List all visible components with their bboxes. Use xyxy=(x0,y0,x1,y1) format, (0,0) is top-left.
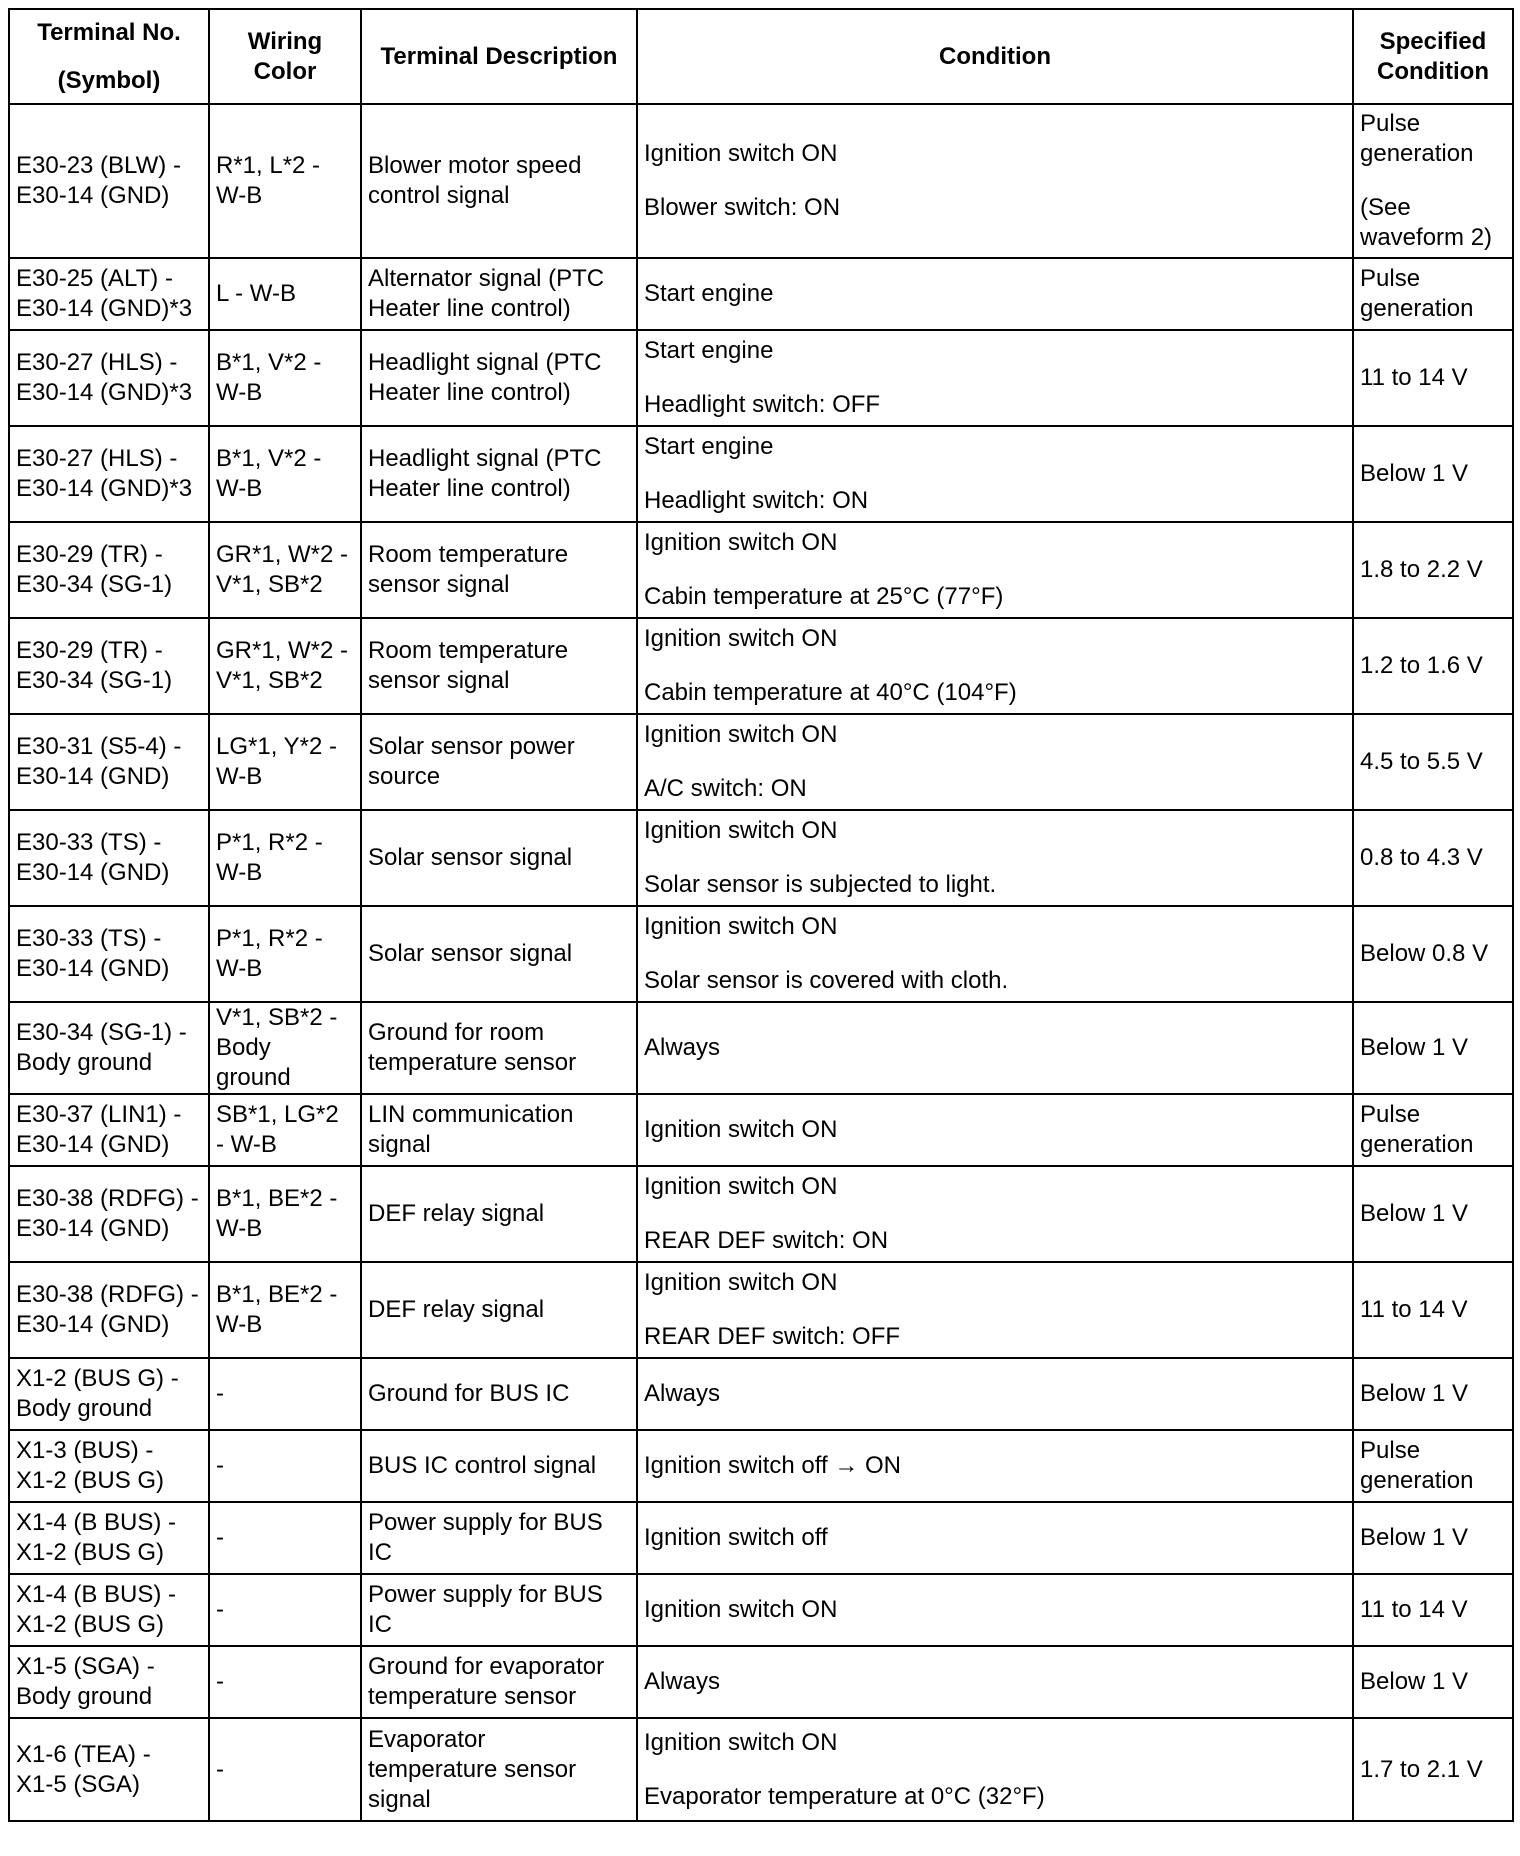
specified-condition-cell xyxy=(1353,522,1513,618)
specified-condition-cell xyxy=(1353,330,1513,426)
specified-condition-cell xyxy=(1353,1262,1513,1358)
specified-condition-line: 11 to 14 V xyxy=(1360,1296,1468,1323)
condition-line: Ignition switch ON xyxy=(644,529,838,556)
specified-condition-line: Pulse generation xyxy=(1360,265,1474,322)
condition-line: Cabin temperature at 25°C (77°F) xyxy=(644,583,1004,610)
condition-cell xyxy=(637,810,1353,906)
header-terminal: Terminal No. (Symbol) xyxy=(9,9,209,104)
condition-cell xyxy=(637,104,1353,258)
terminal-description-cell: Alternator signal (PTC Heater line control) xyxy=(361,258,637,330)
condition-cell xyxy=(637,1646,1353,1718)
specified-condition-cell xyxy=(1353,714,1513,810)
specified-condition-line: Pulse generation xyxy=(1360,110,1474,167)
condition-line: Ignition switch ON xyxy=(644,140,838,167)
terminal-description-cell: BUS IC control signal xyxy=(361,1430,637,1502)
wiring-color-cell: - xyxy=(209,1574,361,1646)
terminal-cell: E30-34 (SG-1) - Body ground xyxy=(9,1002,209,1094)
condition-line: Ignition switch ON xyxy=(644,1173,838,1200)
terminal-description-cell: Ground for evaporator temperature sensor xyxy=(361,1646,637,1718)
table-row xyxy=(9,1166,1513,1262)
table-row xyxy=(9,1262,1513,1358)
terminal-description-cell: Evaporator temperature sensor signal xyxy=(361,1718,637,1821)
table-row xyxy=(9,618,1513,714)
terminal-description-cell: Headlight signal (PTC Heater line control) xyxy=(361,426,637,522)
wiring-color-cell: GR*1, W*2 - V*1, SB*2 xyxy=(209,522,361,618)
condition-line: Ignition switch ON xyxy=(644,817,838,844)
condition-cell xyxy=(637,1262,1353,1358)
specified-condition-line: 1.7 to 2.1 V xyxy=(1360,1755,1483,1783)
condition-line: Ignition switch ON xyxy=(644,1269,838,1296)
terminal-cell: E30-25 (ALT) - E30-14 (GND)*3 xyxy=(9,258,209,330)
condition-line: Start engine xyxy=(644,280,774,307)
condition-cell xyxy=(637,1166,1353,1262)
terminal-cell: E30-27 (HLS) - E30-14 (GND)*3 xyxy=(9,426,209,522)
condition-line: Ignition switch ON xyxy=(644,1728,838,1756)
condition-line: Headlight switch: OFF xyxy=(644,391,881,418)
condition-cell xyxy=(637,1574,1353,1646)
wiring-color-cell: - xyxy=(209,1646,361,1718)
specified-condition-line: Below 1 V xyxy=(1360,460,1469,487)
specified-condition-cell xyxy=(1353,1646,1513,1718)
condition-cell xyxy=(637,1358,1353,1430)
specified-condition-cell xyxy=(1353,104,1513,258)
wiring-color-cell: - xyxy=(209,1718,361,1821)
specified-condition-cell xyxy=(1353,1358,1513,1430)
wiring-color-cell: B*1, BE*2 - W-B xyxy=(209,1166,361,1262)
wiring-color-cell: P*1, R*2 - W-B xyxy=(209,810,361,906)
terminal-cell: X1-4 (B BUS) - X1-2 (BUS G) xyxy=(9,1502,209,1574)
condition-cell xyxy=(637,1718,1353,1821)
table-row xyxy=(9,1094,1513,1166)
condition-cell xyxy=(637,258,1353,330)
terminal-cell: X1-2 (BUS G) - Body ground xyxy=(9,1358,209,1430)
specified-condition-cell xyxy=(1353,258,1513,330)
wiring-color-cell: - xyxy=(209,1358,361,1430)
condition-line: Cabin temperature at 40°C (104°F) xyxy=(644,679,1017,706)
wiring-color-cell: V*1, SB*2 - Body ground xyxy=(209,1002,361,1094)
terminal-cell: E30-38 (RDFG) - E30-14 (GND) xyxy=(9,1166,209,1262)
header-condition: Condition xyxy=(637,9,1353,104)
condition-cell xyxy=(637,714,1353,810)
condition-line: Ignition switch ON xyxy=(644,913,838,940)
terminal-cell: X1-6 (TEA) - X1-5 (SGA) xyxy=(9,1718,209,1821)
terminal-description-cell: Power supply for BUS IC xyxy=(361,1574,637,1646)
specified-condition-line: Below 1 V xyxy=(1360,1668,1469,1695)
condition-cell xyxy=(637,1502,1353,1574)
table-row xyxy=(9,330,1513,426)
table-row xyxy=(9,522,1513,618)
header-terminal-description: Terminal Description xyxy=(361,9,637,104)
condition-cell xyxy=(637,1094,1353,1166)
specified-condition-cell xyxy=(1353,1094,1513,1166)
terminal-cell: E30-27 (HLS) - E30-14 (GND)*3 xyxy=(9,330,209,426)
table-row xyxy=(9,1502,1513,1574)
terminal-cell: E30-33 (TS) - E30-14 (GND) xyxy=(9,810,209,906)
table-row xyxy=(9,1574,1513,1646)
specified-condition-line: Below 1 V xyxy=(1360,1524,1469,1551)
specified-condition-line: 1.2 to 1.6 V xyxy=(1360,652,1483,679)
specified-condition-cell xyxy=(1353,1002,1513,1094)
specified-condition-line: 4.5 to 5.5 V xyxy=(1360,748,1483,775)
terminal-description-cell: Solar sensor power source xyxy=(361,714,637,810)
terminal-description-cell: Room temperature sensor signal xyxy=(361,618,637,714)
specified-condition-line: Below 0.8 V xyxy=(1360,940,1489,967)
specified-condition-line: Below 1 V xyxy=(1360,1200,1469,1227)
table-row xyxy=(9,104,1513,258)
header-row xyxy=(9,9,1513,104)
condition-cell xyxy=(637,426,1353,522)
condition-line: Ignition switch off → ON xyxy=(644,1452,901,1479)
terminal-description-cell: Blower motor speed control signal xyxy=(361,104,637,258)
condition-line: A/C switch: ON xyxy=(644,775,807,802)
specified-condition-cell xyxy=(1353,1166,1513,1262)
condition-line: Start engine xyxy=(644,337,774,364)
specified-condition-line: Pulse generation xyxy=(1360,1437,1474,1494)
wiring-color-cell: R*1, L*2 - W-B xyxy=(209,104,361,258)
terminal-cell: E30-31 (S5-4) - E30-14 (GND) xyxy=(9,714,209,810)
specified-condition-cell xyxy=(1353,426,1513,522)
condition-line: Evaporator temperature at 0°C (32°F) xyxy=(644,1782,1045,1810)
specified-condition-cell xyxy=(1353,1718,1513,1821)
terminal-description-cell: Ground for room temperature sensor xyxy=(361,1002,637,1094)
terminal-description-cell: LIN communication signal xyxy=(361,1094,637,1166)
terminal-cell: E30-29 (TR) - E30-34 (SG-1) xyxy=(9,618,209,714)
wiring-color-cell: - xyxy=(209,1430,361,1502)
table-row xyxy=(9,906,1513,1002)
wiring-color-cell: P*1, R*2 - W-B xyxy=(209,906,361,1002)
table-row xyxy=(9,1430,1513,1502)
condition-cell xyxy=(637,522,1353,618)
condition-line: Start engine xyxy=(644,433,774,460)
terminal-cell: E30-37 (LIN1) - E30-14 (GND) xyxy=(9,1094,209,1166)
table-row xyxy=(9,1646,1513,1718)
terminal-description-cell: DEF relay signal xyxy=(361,1262,637,1358)
specified-condition-cell xyxy=(1353,618,1513,714)
specified-condition-cell xyxy=(1353,1502,1513,1574)
condition-line: Blower switch: ON xyxy=(644,194,841,221)
condition-line: Ignition switch ON xyxy=(644,721,838,748)
terminal-cell: E30-33 (TS) - E30-14 (GND) xyxy=(9,906,209,1002)
condition-line: Ignition switch ON xyxy=(644,1116,838,1143)
terminal-description-cell: Headlight signal (PTC Heater line control) xyxy=(361,330,637,426)
terminal-description-cell: Ground for BUS IC xyxy=(361,1358,637,1430)
table-row xyxy=(9,1358,1513,1430)
terminal-cell: X1-5 (SGA) - Body ground xyxy=(9,1646,209,1718)
header-terminal-symbol: (Symbol) xyxy=(57,66,161,94)
wiring-color-cell: B*1, V*2 - W-B xyxy=(209,330,361,426)
terminal-description-cell: Solar sensor signal xyxy=(361,810,637,906)
condition-line: Ignition switch off xyxy=(644,1524,828,1551)
terminal-description-cell: Solar sensor signal xyxy=(361,906,637,1002)
table-row xyxy=(9,1718,1513,1821)
condition-line: Ignition switch ON xyxy=(644,1596,838,1623)
specified-condition-cell xyxy=(1353,906,1513,1002)
terminal-spec-table xyxy=(8,8,1514,1822)
table-row xyxy=(9,426,1513,522)
terminal-cell: E30-38 (RDFG) - E30-14 (GND) xyxy=(9,1262,209,1358)
terminal-cell: X1-3 (BUS) - X1-2 (BUS G) xyxy=(9,1430,209,1502)
specified-condition-line: 11 to 14 V xyxy=(1360,364,1468,391)
wiring-color-cell: L - W-B xyxy=(209,258,361,330)
terminal-description-cell: DEF relay signal xyxy=(361,1166,637,1262)
specified-condition-cell xyxy=(1353,1430,1513,1502)
terminal-cell: E30-29 (TR) - E30-34 (SG-1) xyxy=(9,522,209,618)
condition-cell xyxy=(637,1430,1353,1502)
condition-cell xyxy=(637,1002,1353,1094)
header-specified-condition: Specified Condition xyxy=(1353,9,1513,104)
terminal-cell: E30-23 (BLW) - E30-14 (GND) xyxy=(9,104,209,258)
condition-line: Always xyxy=(644,1380,721,1407)
condition-line: Solar sensor is covered with cloth. xyxy=(644,967,1009,994)
condition-line: Always xyxy=(644,1034,721,1061)
condition-cell xyxy=(637,906,1353,1002)
condition-line: REAR DEF switch: ON xyxy=(644,1227,889,1254)
header-wiring-color: Wiring Color xyxy=(209,9,361,104)
specified-condition-cell xyxy=(1353,810,1513,906)
table-row xyxy=(9,1002,1513,1094)
terminal-description-cell: Power supply for BUS IC xyxy=(361,1502,637,1574)
condition-line: REAR DEF switch: OFF xyxy=(644,1323,901,1350)
condition-cell xyxy=(637,618,1353,714)
wiring-color-cell: B*1, BE*2 - W-B xyxy=(209,1262,361,1358)
terminal-description-cell: Room temperature sensor signal xyxy=(361,522,637,618)
specified-condition-line: Below 1 V xyxy=(1360,1380,1469,1407)
wiring-color-cell: LG*1, Y*2 - W-B xyxy=(209,714,361,810)
condition-line: Solar sensor is subjected to light. xyxy=(644,871,997,898)
specified-condition-line: 0.8 to 4.3 V xyxy=(1360,844,1483,871)
specified-condition-line: 11 to 14 V xyxy=(1360,1596,1468,1623)
condition-line: Headlight switch: ON xyxy=(644,487,869,514)
condition-line: Always xyxy=(644,1668,721,1695)
table-row xyxy=(9,258,1513,330)
wiring-color-cell: GR*1, W*2 - V*1, SB*2 xyxy=(209,618,361,714)
terminal-cell: X1-4 (B BUS) - X1-2 (BUS G) xyxy=(9,1574,209,1646)
specified-condition-line: Below 1 V xyxy=(1360,1034,1469,1061)
wiring-color-cell: B*1, V*2 - W-B xyxy=(209,426,361,522)
specified-condition-cell xyxy=(1353,1574,1513,1646)
table-row xyxy=(9,810,1513,906)
wiring-color-cell: - xyxy=(209,1502,361,1574)
condition-line: Ignition switch ON xyxy=(644,625,838,652)
wiring-color-cell: SB*1, LG*2 - W-B xyxy=(209,1094,361,1166)
specified-condition-line: (See waveform 2) xyxy=(1360,194,1493,251)
specified-condition-line: 1.8 to 2.2 V xyxy=(1360,556,1483,583)
specified-condition-line: Pulse generation xyxy=(1360,1101,1474,1158)
table-row xyxy=(9,714,1513,810)
condition-cell xyxy=(637,330,1353,426)
